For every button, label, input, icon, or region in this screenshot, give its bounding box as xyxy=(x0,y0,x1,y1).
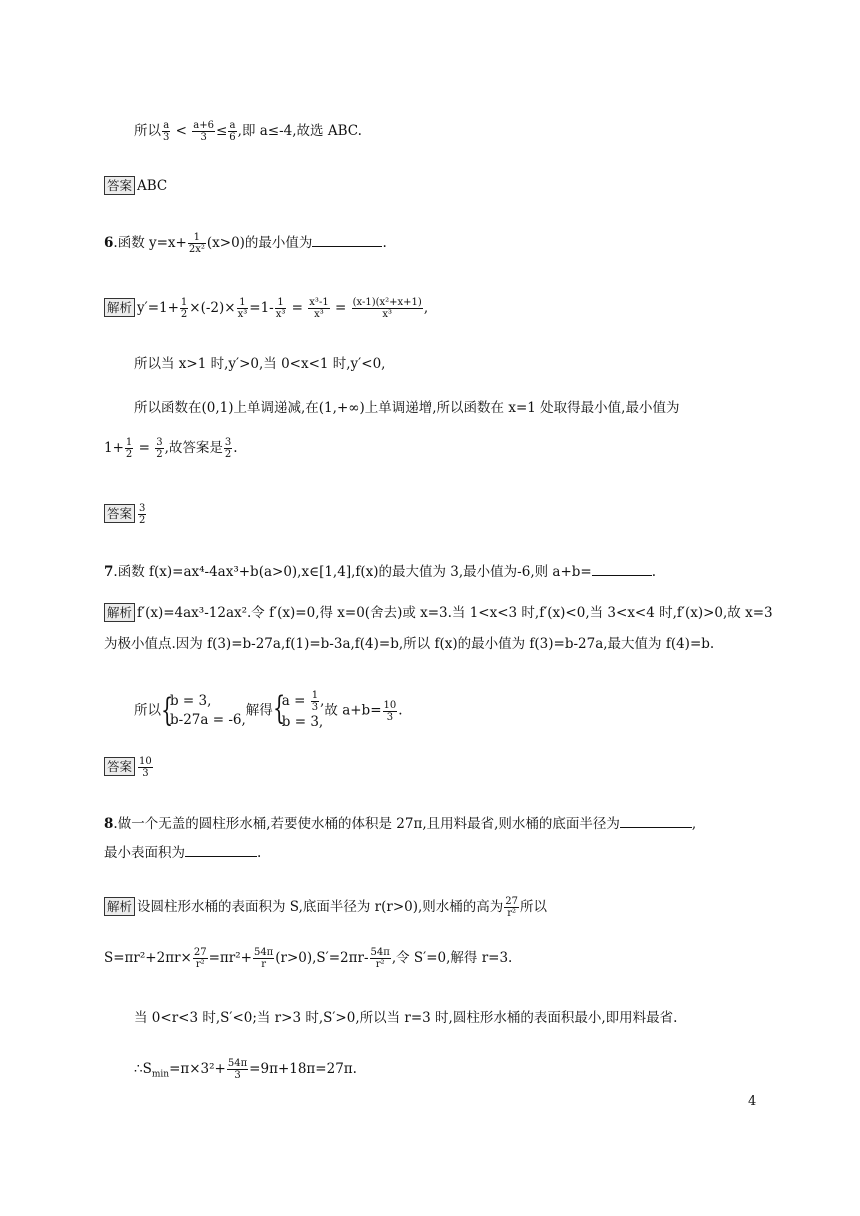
answer-tag: 答案 xyxy=(104,757,135,776)
text: (r>0),S′=2πr- xyxy=(275,950,369,966)
den: r xyxy=(261,959,266,970)
text: . xyxy=(651,564,657,580)
fraction xyxy=(155,437,163,460)
equation-system xyxy=(273,690,325,732)
den: 3 xyxy=(311,702,319,713)
text: . xyxy=(398,702,403,719)
fraction xyxy=(311,690,319,713)
solution-8-line-1 xyxy=(104,896,547,919)
den: 3 xyxy=(234,1070,241,1081)
question-number: 7 xyxy=(104,564,114,580)
equation xyxy=(282,690,325,713)
den: 3 xyxy=(386,711,394,723)
text: 所以 xyxy=(134,123,161,139)
fraction xyxy=(180,297,188,320)
text: . xyxy=(233,440,238,456)
fraction xyxy=(275,297,287,320)
num: 1 xyxy=(237,297,249,309)
solution-8-line-4 xyxy=(134,1058,357,1085)
text: ∴S xyxy=(134,1061,152,1077)
fraction xyxy=(192,120,215,143)
question-number: 6 xyxy=(104,235,114,251)
den: 2 xyxy=(139,515,146,526)
solution-8-line-2 xyxy=(104,947,512,970)
page-number: 4 xyxy=(748,1094,757,1109)
text: 解得 xyxy=(245,702,273,719)
question-7 xyxy=(104,561,656,582)
solution-tag: 解析 xyxy=(104,298,135,317)
solution-8-line-3: 当 0<r<3 时,S′<0;当 r>3 时,S′>0,所以当 r=3 时,圆柱形水桶的表面积最小,即用料最省. xyxy=(134,1010,678,1026)
num: 54π xyxy=(253,947,274,958)
den: r² xyxy=(375,959,385,970)
den: 2 xyxy=(125,449,133,460)
solution-7-line-2: 为极小值点.因为 f(3)=b-27a,f(1)=b-3a,f(4)=b,所以 f(x)的最小值为 f(3)=b-27a,最大值为 f(4)=b. xyxy=(104,636,715,652)
text: ,即 a≤-4,故选 ABC. xyxy=(237,123,362,139)
text: = xyxy=(134,440,155,456)
text: , xyxy=(423,300,429,316)
equation: b = 3, xyxy=(281,714,324,730)
fraction xyxy=(504,896,519,919)
solution-6-line-2: 所以当 x>1 时,y′>0,当 0<x<1 时,y′<0, xyxy=(134,356,386,372)
equation: b = 3, xyxy=(170,693,212,709)
text: ≤ xyxy=(215,123,228,139)
answer-blank xyxy=(620,813,692,828)
text: 最小表面积为 xyxy=(104,845,185,861)
num: a xyxy=(163,120,170,131)
fraction xyxy=(308,297,329,320)
text: 故 a+b= xyxy=(324,702,382,719)
fraction xyxy=(352,297,423,320)
text: .做一个无盖的圆柱形水桶,若要使水桶的体积是 27π,且用料最省,则水桶的底面半径为 xyxy=(113,816,620,832)
den: x³ xyxy=(314,309,324,320)
num: 3 xyxy=(224,437,232,448)
answer-tag: 答案 xyxy=(104,176,135,195)
text: (x>0)的最小值为 xyxy=(206,235,313,251)
answer-6 xyxy=(104,503,147,526)
solution-7-line-3 xyxy=(134,690,403,732)
den: x³ xyxy=(237,309,248,320)
text: 1+ xyxy=(104,440,124,456)
question-6 xyxy=(104,232,387,255)
fraction xyxy=(383,700,398,723)
equation: b-27a = -6, xyxy=(170,712,246,728)
num: 1 xyxy=(180,297,188,308)
text: < xyxy=(175,123,187,139)
solution-5-conclusion xyxy=(134,120,362,143)
fraction xyxy=(138,503,146,526)
text: y′=1+ xyxy=(137,300,179,316)
den: 2x² xyxy=(188,244,205,255)
text: , xyxy=(691,816,697,832)
answer-5 xyxy=(104,176,167,196)
solution-tag: 解析 xyxy=(104,897,135,916)
num: 27 xyxy=(193,947,207,958)
fraction xyxy=(228,120,236,143)
answer-blank xyxy=(185,842,257,857)
fraction xyxy=(138,756,153,779)
fraction xyxy=(253,947,274,970)
num: 1 xyxy=(275,297,287,309)
text: = xyxy=(287,300,308,316)
text: S=πr²+2πr× xyxy=(104,950,192,966)
solution-tag: 解析 xyxy=(104,603,135,622)
den: r² xyxy=(507,908,517,919)
equation-system xyxy=(161,692,246,730)
text: = xyxy=(330,300,351,316)
den: x³ xyxy=(275,309,286,320)
den: 3 xyxy=(163,132,170,143)
num: 1 xyxy=(311,690,319,701)
text: . xyxy=(382,235,387,251)
fraction xyxy=(237,297,249,320)
den: 2 xyxy=(156,449,163,460)
fraction xyxy=(188,232,206,255)
text: ,令 S′=0,解得 r=3. xyxy=(391,950,513,966)
num: x³-1 xyxy=(309,297,329,308)
answer-7 xyxy=(104,756,154,779)
text: , xyxy=(320,693,325,709)
den: 3 xyxy=(142,768,149,779)
den: 6 xyxy=(229,132,236,143)
brace: { xyxy=(272,689,285,727)
num: 1 xyxy=(188,232,206,244)
fraction xyxy=(224,437,232,460)
text: =1- xyxy=(249,300,274,316)
question-8-line-1 xyxy=(104,813,696,834)
den: 2 xyxy=(224,449,232,460)
solution-7-line-1 xyxy=(104,603,773,623)
den: 2 xyxy=(180,309,188,320)
answer-blank xyxy=(592,561,652,576)
text: ×(-2)× xyxy=(189,300,236,316)
text: =9π+18π=27π. xyxy=(249,1061,357,1077)
num: 54π xyxy=(227,1058,248,1069)
brace: { xyxy=(161,691,174,729)
num: 3 xyxy=(156,437,163,448)
num: a xyxy=(229,120,236,131)
fraction xyxy=(193,947,208,970)
solution-6-line-4 xyxy=(104,437,238,460)
text: =π×3²+ xyxy=(169,1061,226,1077)
text: a = xyxy=(281,693,310,709)
num: 27 xyxy=(505,896,519,907)
den: r² xyxy=(195,959,205,970)
fraction xyxy=(227,1058,248,1081)
subscript: min xyxy=(151,1069,170,1080)
fraction xyxy=(370,947,391,970)
text: .函数 f(x)=ax⁴-4ax³+b(a>0),x∈[1,4],f(x)的最大值为 3,最小值为-6,则 a+b= xyxy=(113,564,592,580)
text: .函数 y=x+ xyxy=(113,235,187,251)
num: a+6 xyxy=(193,120,214,131)
den: 3 xyxy=(200,132,207,143)
question-8-line-2 xyxy=(104,842,261,863)
num: 54π xyxy=(370,947,390,958)
text: f′(x)=4ax³-12ax².令 f′(x)=0,得 x=0(舍去)或 x=3.当 1<x<3 时,f′(x)<0,当 3<x<4 时,f′(x)>0,故 x=3 xyxy=(137,605,773,621)
text: 所以 xyxy=(134,702,161,719)
text: 所以 xyxy=(520,899,548,915)
fraction xyxy=(125,437,133,460)
solution-6-line-1 xyxy=(104,297,428,320)
num: 10 xyxy=(383,699,397,711)
text: ,故答案是 xyxy=(164,440,223,456)
answer-tag: 答案 xyxy=(104,504,135,523)
num: 10 xyxy=(139,756,152,767)
answer-text: ABC xyxy=(137,178,168,194)
text: =πr²+ xyxy=(208,950,252,966)
den: x³ xyxy=(382,309,393,320)
question-number: 8 xyxy=(104,816,114,832)
num: 1 xyxy=(125,437,133,448)
text: 设圆柱形水桶的表面积为 S,底面半径为 r(r>0),则水桶的高为 xyxy=(137,899,504,915)
solution-6-line-3: 所以函数在(0,1)上单调递减,在(1,+∞)上单调递增,所以函数在 x=1 处取得最小值,最小值为 xyxy=(134,400,680,416)
fraction xyxy=(162,120,170,143)
num: 3 xyxy=(139,503,146,514)
answer-blank xyxy=(312,232,382,247)
num: (x-1)(x²+x+1) xyxy=(352,297,422,308)
text: . xyxy=(257,845,262,861)
